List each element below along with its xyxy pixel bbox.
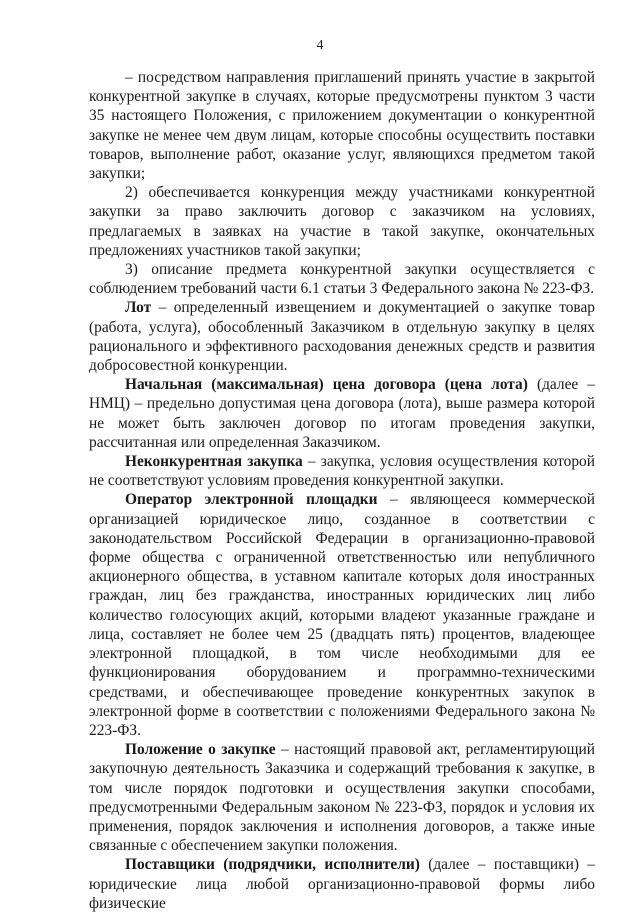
definition-text: – определенный извещением и документацией о закупке товар (работа, услуга), обособленный Заказчиком в отдельную закупку в целях рационального и эффективного расходования денежных средств и развития добросовестной конкуренции. (89, 299, 595, 375)
paragraph-competition (89, 183, 595, 260)
paragraph-invitation-procedure (89, 68, 595, 183)
definition-lot (89, 298, 595, 375)
definition-term: Неконкурентная закупка (125, 453, 303, 471)
definition-text: – настоящий правовой акт, регламентирующий закупочную деятельность Заказчика и содержащий требования к закупке, в том числе порядок подготовки и осуществления закупки способами, предусмотренными Федеральным законом № 223-ФЗ, порядок и условия их применения, порядок заключения и исполнения договоров, а также иные связанные с обеспечением закупки положения. (89, 741, 595, 855)
paragraph-text: 3) описание предмета конкурентной закупки осуществляется с соблюдением требований части 6.1 статьи 3 Федерального закона № 223-ФЗ. (89, 261, 595, 298)
definition-procurement-regulation (89, 740, 595, 855)
definition-platform-operator (89, 490, 595, 740)
definition-term: Лот (125, 299, 152, 317)
paragraph-text: 2) обеспечивается конкуренция между участниками конкурентной закупки за право заключить договор с заказчиком на условиях, предлагаемых в заявках на участие в такой закупке, окончательных предложениях участников такой закупки; (89, 184, 595, 259)
definition-term: Начальная (максимальная) цена договора (цена лота) (125, 376, 528, 394)
paragraph-subject-description (89, 260, 595, 298)
definition-text: (далее – НМЦ) – предельно допустимая цена договора (лота), выше размера которой не может быть заключен договор по итогам проведения закупки, рассчитанная или определенная Заказчиком. (89, 376, 596, 451)
definition-term: Оператор электронной площадки (125, 491, 378, 509)
definition-term: Поставщики (подрядчики, исполнители) (125, 856, 420, 874)
document-body (89, 68, 595, 913)
definition-initial-price (89, 375, 595, 452)
definition-text: (далее – поставщики) – юридические лица любой организационно-правовой формы либо физические (89, 856, 595, 912)
definition-text: – являющееся коммерческой организацией юридическое лицо, созданное в соответствии с законодательством Российской Федерации в организационно-правовой форме общества с ограниченной ответственностью или непубличного акционерного общества, в уставном капитале которых доля иностранных граждан, лиц без гражданства, иностранных юридических лиц либо количество голосующих акций, которыми владеют указанные граждане и лица, составляет не более чем 25 (двадцать пять) процентов, владеющее электронной площадкой, в том числе необходимыми для ее функционирования оборудованием и программно-техническими средствами, и обеспечивающее проведение конкурентных закупок в электронной форме в соответствии с положениями Федерального закона № 223-ФЗ. (89, 491, 596, 739)
page-number: 4 (316, 38, 324, 53)
definition-term: Положение о закупке (125, 741, 276, 759)
definition-noncompetitive-procurement (89, 452, 595, 490)
definition-suppliers (89, 855, 595, 913)
paragraph-text: – посредством направления приглашений принять участие в закрытой конкурентной закупке в случаях, которые предусмотрены пунктом 3 части 35 настоящего Положения, с приложением документации о конкурентной закупке не менее чем двум лицам, которые способны осуществить поставки товаров, выполнение работ, оказание услуг, являющихся предметом такой закупки; (89, 69, 595, 183)
definition-text: – закупка, условия осуществления которой не соответствуют условиям проведения конкурентной закупки. (89, 453, 595, 490)
